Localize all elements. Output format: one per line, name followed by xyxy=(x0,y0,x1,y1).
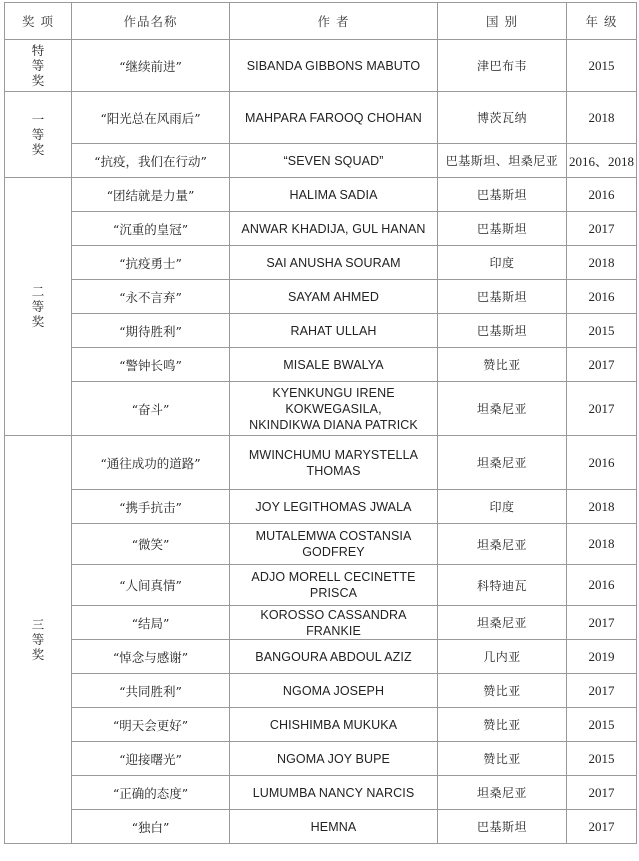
table-row xyxy=(5,348,637,382)
table-row xyxy=(5,674,637,708)
country: 坦桑尼亚 xyxy=(438,776,567,810)
year: 2016 xyxy=(567,436,637,490)
table-row xyxy=(5,178,637,212)
year: 2015 xyxy=(567,742,637,776)
country: 巴基斯坦、坦桑尼亚 xyxy=(438,144,567,178)
work-title: “抗疫勇士” xyxy=(72,246,230,280)
author: MWINCHUMU MARYSTELLA THOMAS xyxy=(230,436,438,490)
author: SAYAM AHMED xyxy=(230,280,438,314)
header-award: 奖 项 xyxy=(5,3,72,40)
author: ANWAR KHADIJA, GUL HANAN xyxy=(230,212,438,246)
year: 2016 xyxy=(567,178,637,212)
work-title: “人间真情” xyxy=(72,565,230,606)
country: 几内亚 xyxy=(438,640,567,674)
country: 坦桑尼亚 xyxy=(438,436,567,490)
table-row xyxy=(5,436,637,490)
year: 2017 xyxy=(567,810,637,844)
year: 2018 xyxy=(567,490,637,524)
country: 巴基斯坦 xyxy=(438,178,567,212)
work-title: “阳光总在风雨后” xyxy=(72,92,230,144)
award-third: 三 等 奖 xyxy=(5,436,72,844)
award-special: 特 等 奖 xyxy=(5,40,72,92)
year: 2017 xyxy=(567,212,637,246)
country: 赞比亚 xyxy=(438,348,567,382)
author: ADJO MORELL CECINETTE PRISCA xyxy=(230,565,438,606)
author: RAHAT ULLAH xyxy=(230,314,438,348)
year: 2018 xyxy=(567,92,637,144)
table-row xyxy=(5,742,637,776)
header-year: 年 级 xyxy=(567,3,637,40)
table-row xyxy=(5,524,637,565)
author: HALIMA SADIA xyxy=(230,178,438,212)
table-row xyxy=(5,246,637,280)
work-title: “永不言弃” xyxy=(72,280,230,314)
country: 巴基斯坦 xyxy=(438,810,567,844)
author: MISALE BWALYA xyxy=(230,348,438,382)
author: KOROSSO CASSANDRA FRANKIE xyxy=(230,606,438,640)
author: NGOMA JOSEPH xyxy=(230,674,438,708)
work-title: “明天会更好” xyxy=(72,708,230,742)
work-title: “正确的态度” xyxy=(72,776,230,810)
work-title: “警钟长鸣” xyxy=(72,348,230,382)
work-title: “结局” xyxy=(72,606,230,640)
year: 2017 xyxy=(567,348,637,382)
author: SIBANDA GIBBONS MABUTO xyxy=(230,40,438,92)
table-row xyxy=(5,810,637,844)
year: 2016 xyxy=(567,565,637,606)
table-row xyxy=(5,490,637,524)
awards-table xyxy=(4,2,637,844)
year: 2018 xyxy=(567,246,637,280)
table-row xyxy=(5,606,637,640)
table-row xyxy=(5,144,637,178)
table-row xyxy=(5,280,637,314)
country: 博茨瓦纳 xyxy=(438,92,567,144)
year: 2016 xyxy=(567,280,637,314)
author: KYENKUNGU IRENE KOKWEGASILA, NKINDIKWA DIANA PATRICK xyxy=(230,382,438,436)
author: JOY LEGITHOMAS JWALA xyxy=(230,490,438,524)
country: 科特迪瓦 xyxy=(438,565,567,606)
table-row xyxy=(5,212,637,246)
year: 2017 xyxy=(567,606,637,640)
table-row xyxy=(5,92,637,144)
year: 2017 xyxy=(567,382,637,436)
work-title: “通往成功的道路” xyxy=(72,436,230,490)
year: 2018 xyxy=(567,524,637,565)
author: SAI ANUSHA SOURAM xyxy=(230,246,438,280)
author: MAHPARA FAROOQ CHOHAN xyxy=(230,92,438,144)
work-title: “期待胜利” xyxy=(72,314,230,348)
table-row xyxy=(5,708,637,742)
year: 2015 xyxy=(567,708,637,742)
country: 坦桑尼亚 xyxy=(438,524,567,565)
year: 2017 xyxy=(567,674,637,708)
country: 巴基斯坦 xyxy=(438,212,567,246)
award-first: 一 等 奖 xyxy=(5,92,72,178)
work-title: “抗疫，我们在行动” xyxy=(72,144,230,178)
author: HEMNA xyxy=(230,810,438,844)
table-row xyxy=(5,776,637,810)
country: 巴基斯坦 xyxy=(438,280,567,314)
country: 赞比亚 xyxy=(438,742,567,776)
table-row xyxy=(5,40,637,92)
work-title: “奋斗” xyxy=(72,382,230,436)
year: 2015 xyxy=(567,40,637,92)
author: NGOMA JOY BUPE xyxy=(230,742,438,776)
country: 印度 xyxy=(438,246,567,280)
country: 坦桑尼亚 xyxy=(438,606,567,640)
country: 巴基斯坦 xyxy=(438,314,567,348)
header-row xyxy=(5,3,637,40)
author: CHISHIMBA MUKUKA xyxy=(230,708,438,742)
work-title: “团结就是力量” xyxy=(72,178,230,212)
work-title: “迎接曙光” xyxy=(72,742,230,776)
table-row xyxy=(5,565,637,606)
table-row xyxy=(5,314,637,348)
work-title: “微笑” xyxy=(72,524,230,565)
work-title: “共同胜利” xyxy=(72,674,230,708)
work-title: “继续前进” xyxy=(72,40,230,92)
header-title: 作品名称 xyxy=(72,3,230,40)
header-author: 作 者 xyxy=(230,3,438,40)
author: LUMUMBA NANCY NARCIS xyxy=(230,776,438,810)
year: 2017 xyxy=(567,776,637,810)
author: BANGOURA ABDOUL AZIZ xyxy=(230,640,438,674)
table-row xyxy=(5,382,637,436)
country: 赞比亚 xyxy=(438,708,567,742)
author: “SEVEN SQUAD” xyxy=(230,144,438,178)
work-title: “携手抗击” xyxy=(72,490,230,524)
year: 2019 xyxy=(567,640,637,674)
work-title: “沉重的皇冠” xyxy=(72,212,230,246)
work-title: “悼念与感谢” xyxy=(72,640,230,674)
country: 印度 xyxy=(438,490,567,524)
author: MUTALEMWA COSTANSIA GODFREY xyxy=(230,524,438,565)
work-title: “独白” xyxy=(72,810,230,844)
year: 2015 xyxy=(567,314,637,348)
award-second: 二 等 奖 xyxy=(5,178,72,436)
year: 2016、2018 xyxy=(567,144,637,178)
country: 坦桑尼亚 xyxy=(438,382,567,436)
table-row xyxy=(5,640,637,674)
country: 津巴布韦 xyxy=(438,40,567,92)
header-country: 国 别 xyxy=(438,3,567,40)
country: 赞比亚 xyxy=(438,674,567,708)
